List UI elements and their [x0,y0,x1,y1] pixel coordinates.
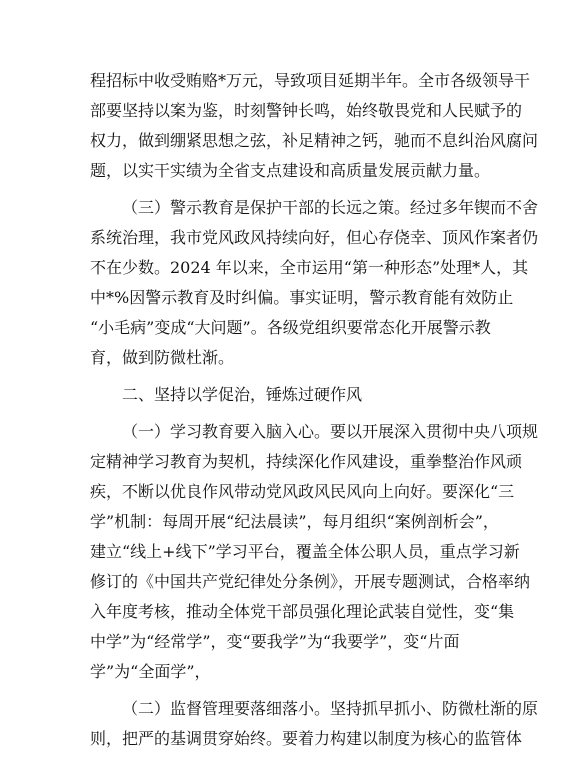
text-line: （三）警示教育是保护干部的长远之策。经过多年锲而不舍 [122,198,539,217]
paragraph-supervision [90,694,539,754]
text-line: （二）监督管理要落细落小。坚持抓早抓小、防微杜渐的原 [122,699,539,718]
text-line: 程招标中收受贿赂*万元，导致项目延期半年。全市各级领导干 [90,71,531,90]
text-line: 系统治理，我市党风政风持续向好，但心存侥幸、顶风作案者仍 [90,228,539,247]
paragraph-study-education [90,417,539,687]
paragraph-warning-education [90,193,539,373]
section-heading [90,380,500,410]
text-line: 中学”为“经常学”，变“要我学”为“我要学”，变“片面 [90,632,460,651]
text-line: 题，以实干实绩为全省支点建设和高质量发展贡献力量。 [90,161,491,180]
paragraph-gap [90,410,500,417]
text-line: 入年度考核，推动全体党干部员强化理论武装自觉性，变“集 [90,602,515,621]
text-line: 修订的《中国共产党纪律处分条例》，开展专题测试，合格率纳 [90,572,531,591]
text-line: 部要坚持以案为鉴，时刻警钟长鸣，始终敬畏党和人民赋予的 [90,101,523,120]
text-line: 不在少数。2024 年以来，全市运用“第一种形态”处理*人，其 [90,258,529,277]
paragraph-gap [90,687,500,694]
text-line: 定精神学习教育为契机，持续深化作风建设，重拳整治作风顽 [90,452,523,471]
text-line: “小毛病”变成“大问题”。各级党组织要常态化开展警示教 [90,318,491,337]
paragraph-gap [90,186,500,193]
text-line: 学”机制：每周开展“纪法晨读”，每月组织“案例剖析会”， [90,512,499,531]
text-line: 疾，不断以优良作风带动党风政风民风向上向好。要深化“三 [90,482,515,501]
text-line: 权力，做到绷紧思想之弦，补足精神之钙，驰而不息纠治风腐问 [90,131,539,150]
text-line: 育，做到防微杜渐。 [90,348,235,367]
text-line: 则，把严的基调贯穿始终。要着力构建以制度为核心的监管体 [90,729,523,748]
text-line: （一）学习教育要入脑入心。要以开展深入贯彻中央八项规 [122,422,539,441]
text-line: 学”为“全面学”， [90,662,211,681]
section-heading-text: 二、坚持以学促治，锤炼过硬作风 [122,385,363,404]
document-body [90,66,539,754]
text-line: 建立“线上+线下”学习平台，覆盖全体公职人员，重点学习新 [90,542,520,561]
text-line: 中*%因警示教育及时纠偏。事实证明，警示教育能有效防止 [90,288,514,307]
paragraph-gap [90,373,500,380]
paragraph-case-warning [90,66,539,186]
